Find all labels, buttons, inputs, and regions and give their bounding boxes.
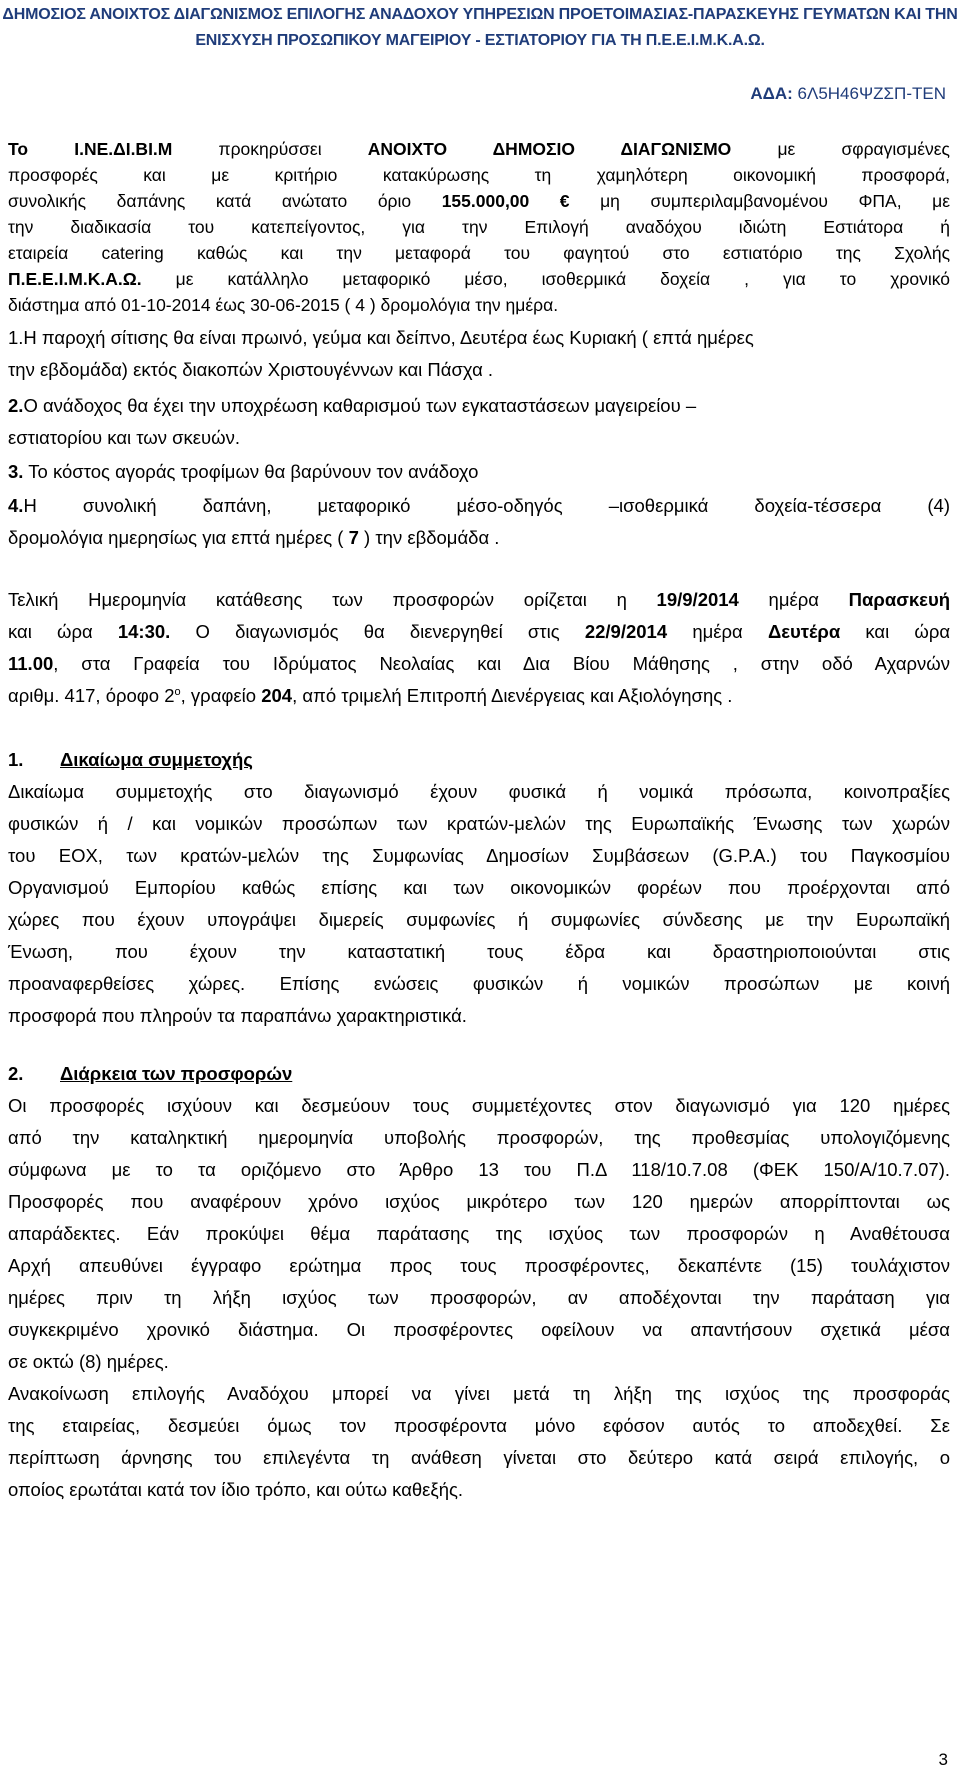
page-number: 3	[938, 1750, 948, 1769]
floor-superscript: ο	[174, 685, 181, 698]
item-4-line-1	[8, 490, 950, 522]
deadline-text: , στα Γραφεία του Ιδρύματος Νεολαίας και Δια Βίου Μάθησης , στην οδό Αχαρνών	[53, 653, 950, 674]
section-number: 1.	[8, 749, 24, 770]
item-1-line-2: την εβδομάδα) εκτός διακοπών Χριστουγέννων και Πάσχα .	[8, 359, 494, 380]
intro-line-2: προσφορές και με κριτήριο κατακύρωσης τη χαμηλότερη οικονομική προσφορά,	[8, 165, 950, 185]
paragraph-line: απαράδεκτες. Εάν προκύψει θέμα παράτασης της ισχύος των προσφορών η Αναθέτουσα	[8, 1223, 950, 1244]
submission-date: 19/9/2014	[656, 589, 739, 610]
ada-code	[750, 84, 946, 104]
deadline-line-3	[8, 648, 950, 680]
paragraph-line: ημέρες πριν τη λήξη ισχύος των προσφορών, αν αποδέχονται την παράταση για	[8, 1287, 950, 1308]
tender-date: 22/9/2014	[584, 621, 668, 642]
intro-text: μη συμπεριλαμβανομένου ΦΠΑ, με	[600, 191, 950, 211]
paragraph-line: φυσικών ή / και νομικών προσώπων των κρατών-μελών της Ευρωπαϊκής Ένωσης των χωρών	[8, 813, 950, 834]
deadline-line-4	[8, 680, 950, 712]
paragraph-line: του ΕΟΧ, των κρατών-μελών της Συμφωνίας Δημοσίων Συμβάσεων (G.P.A.) του Παγκοσμίου	[8, 845, 950, 866]
paragraph-line: Προσφορές που αναφέρουν χρόνο ισχύος μικρότερο των 120 ημερών απορρίπτονται ως	[8, 1191, 950, 1212]
item-3-line-1	[8, 456, 950, 488]
intro-text: συνολικής δαπάνης κατά ανώτατο όριο	[8, 191, 412, 211]
deadline-text: Τελική Ημερομηνία κατάθεσης των προσφορών ορίζεται η	[8, 589, 627, 610]
intro-text: με κατάλληλο μεταφορικό μέσο, ισοθερμικά δοχεία , για το χρονικό	[175, 269, 950, 289]
item-number: 4.	[8, 495, 24, 516]
intro-line-7: διάστημα από 01-10-2014 έως 30-06-2015 ( 4 ) δρομολόγια την ημέρα.	[8, 295, 559, 315]
deadline-text: Ο διαγωνισμός θα διενεργηθεί στις	[195, 621, 560, 642]
section-number: 2.	[8, 1063, 24, 1084]
header-title-line-2: ΕΝΙΣΧΥΣΗ ΠΡΟΣΩΠΙΚΟΥ ΜΑΓΕΙΡΙΟΥ - ΕΣΤΙΑΤΟΡΙΟΥ ΓΙΑ ΤΗ Π.Ε.Ε.Ι.Μ.Κ.Α.Ω.	[195, 32, 765, 49]
paragraph-line: Αρχή απευθύνει έγγραφο ερώτημα προς τους προσφέροντες, δεκαπέντε (15) τουλάχιστον	[8, 1255, 950, 1276]
deadline-text: και ώρα	[8, 621, 93, 642]
paragraph-line: προαναφερθείσες χώρες. Επίσης ενώσεις φυσικών ή νομικών προσώπων με κοινή	[8, 973, 950, 994]
item-number: 3.	[8, 461, 24, 482]
section-title: Δικαίωμα συμμετοχής	[60, 749, 253, 770]
paragraph-line: της εταιρείας, δεσμεύει όμως τον προσφέροντα μόνο εφόσον αυτός το αποδεχθεί. Σε	[8, 1415, 950, 1436]
tender-type: ΑΝΟΙΧΤΟ ΔΗΜΟΣΙΟ ΔΙΑΓΩΝΙΣΜΟ	[367, 139, 732, 159]
deadline-text: και ώρα	[865, 621, 951, 642]
section-2b-last-line: οποίος ερωτάται κατά τον ίδιο τρόπο, και ούτω καθεξής.	[8, 1479, 464, 1500]
deadline-text: , γραφείο	[180, 685, 257, 706]
intro-line-5: εταιρεία catering καθώς και την μεταφορά του φαγητού στο εστιατόριο της Σχολής	[8, 243, 950, 263]
item-4-line-2	[8, 522, 950, 554]
deadline-text: ημέρα	[692, 621, 743, 642]
tender-time: 11.00	[8, 653, 54, 674]
paragraph-line: από την καταληκτική ημερομηνία υποβολής προσφορών, της προθεσμίας υπολογιζόμενης	[8, 1127, 950, 1148]
paragraph-line: Ένωση, που έχουν την καταστατική τους έδρα και δραστηριοποιούνται στις	[8, 941, 950, 962]
paragraph-line: Ανακοίνωση επιλογής Αναδόχου μπορεί να γίνει μετά τη λήξη της ισχύος της προσφοράς	[8, 1383, 950, 1404]
deadline-line-1	[8, 584, 950, 616]
paragraph-line: περίπτωση άρνησης του επιλεγέντα τη ανάθεση γίνεται στο δεύτερο κατά σειρά επιλογής, ο	[8, 1447, 950, 1468]
ada-label: ΑΔΑ:	[750, 84, 793, 103]
deadline-line-2	[8, 616, 950, 648]
header-title-line-1: ΔΗΜΟΣΙΟΣ ΑΝΟΙΧΤΟΣ ΔΙΑΓΩΝΙΣΜΟΣ ΕΠΙΛΟΓΗΣ ΑΝΑΔΟΧΟΥ ΥΠΗΡΕΣΙΩΝ ΠΡΟΕΤΟΙΜΑΣΙΑΣ-ΠΑΡΑΣΚΕΥΗΣ ΓΕΥΜΑΤΩΝ ΚΑΙ ΤΗΝ	[2, 6, 958, 23]
budget-amount: 155.000,00 €	[441, 191, 570, 211]
paragraph-line: Οργανισμού Εμπορίου καθώς επίσης και των οικονομικών φορέων που προέρχονται από	[8, 877, 950, 898]
deadline-text: , από τριμελή Επιτροπή Διενέργειας και Αξιολόγησης .	[292, 685, 733, 706]
item-2-line-1	[8, 390, 950, 422]
intro-line-3	[8, 188, 950, 214]
paragraph-line: συγκεκριμένο χρονικό διάστημα. Οι προσφέροντες οφείλουν να απαντήσουν σχετικά μέσα	[8, 1319, 950, 1340]
section-1-last-line: προσφορά που πληρούν τα παραπάνω χαρακτηριστικά.	[8, 1005, 467, 1026]
section-title: Διάρκεια των προσφορών	[60, 1063, 293, 1084]
intro-text: Το	[8, 139, 29, 159]
office-number: 204	[261, 685, 293, 706]
section-1-heading	[8, 746, 253, 774]
days-count: 7	[348, 527, 359, 548]
submission-day: Παρασκευή	[848, 589, 951, 610]
item-text: Το κόστος αγοράς τροφίμων θα βαρύνουν τον ανάδοχο	[28, 461, 479, 482]
paragraph-line: χώρες που έχουν υπογράψει διμερείς συμφωνίες ή συμφωνίες σύνδεσης με την Ευρωπαϊκή	[8, 909, 950, 930]
intro-line-6	[8, 266, 950, 292]
deadline-text: ημέρα	[768, 589, 819, 610]
intro-text: με σφραγισμένες	[777, 139, 950, 159]
intro-line-4: την διαδικασία του κατεπείγοντος, για την Επιλογή αναδόχου ιδιώτη Εστιάτορα ή	[8, 217, 950, 237]
section-2-heading	[8, 1060, 292, 1088]
item-number: 2.	[8, 395, 24, 416]
school-name: Π.Ε.Ε.Ι.Μ.Κ.Α.Ω.	[8, 269, 142, 289]
tender-day: Δευτέρα	[767, 621, 841, 642]
section-2-last-line: σε οκτώ (8) ημέρες.	[8, 1351, 169, 1372]
intro-text: προκηρύσσει	[218, 139, 322, 159]
item-text: ) την εβδομάδα .	[364, 527, 500, 548]
institution-name: Ι.ΝΕ.ΔΙ.ΒΙ.Μ	[74, 139, 173, 159]
item-text: δρομολόγια ημερησίως για επτά ημέρες (	[8, 527, 344, 548]
item-text: Η συνολική δαπάνη, μεταφορικό μέσο-οδηγός –ισοθερμικά δοχεία-τέσσερα (4)	[23, 495, 950, 516]
paragraph-line: Οι προσφορές ισχύουν και δεσμεύουν τους συμμετέχοντες στον διαγωνισμό για 120 ημέρες	[8, 1095, 950, 1116]
item-text: Ο ανάδοχος θα έχει την υποχρέωση καθαρισμού των εγκαταστάσεων μαγειρείου –	[23, 395, 697, 416]
item-1-line-1: 1.Η παροχή σίτισης θα είναι πρωινό, γεύμα και δείπνο, Δευτέρα έως Κυριακή ( επτά ημέρες	[8, 327, 754, 348]
intro-line-1	[8, 136, 950, 162]
paragraph-line: Δικαίωμα συμμετοχής στο διαγωνισμό έχουν φυσικά ή νομικά πρόσωπα, κοινοπραξίες	[8, 781, 950, 802]
ada-value: 6Λ5Η46ΨΖΣΠ-ΤΕΝ	[797, 84, 946, 103]
item-2-line-2: εστιατορίου και των σκευών.	[8, 427, 241, 448]
deadline-text: αριθμ. 417, όροφο 2	[8, 685, 175, 706]
submission-time: 14:30.	[117, 621, 171, 642]
paragraph-line: σύμφωνα με το τα οριζόμενο στο Άρθρο 13 του Π.Δ 118/10.7.08 (ΦΕΚ 150/Α/10.7.07).	[8, 1159, 950, 1180]
